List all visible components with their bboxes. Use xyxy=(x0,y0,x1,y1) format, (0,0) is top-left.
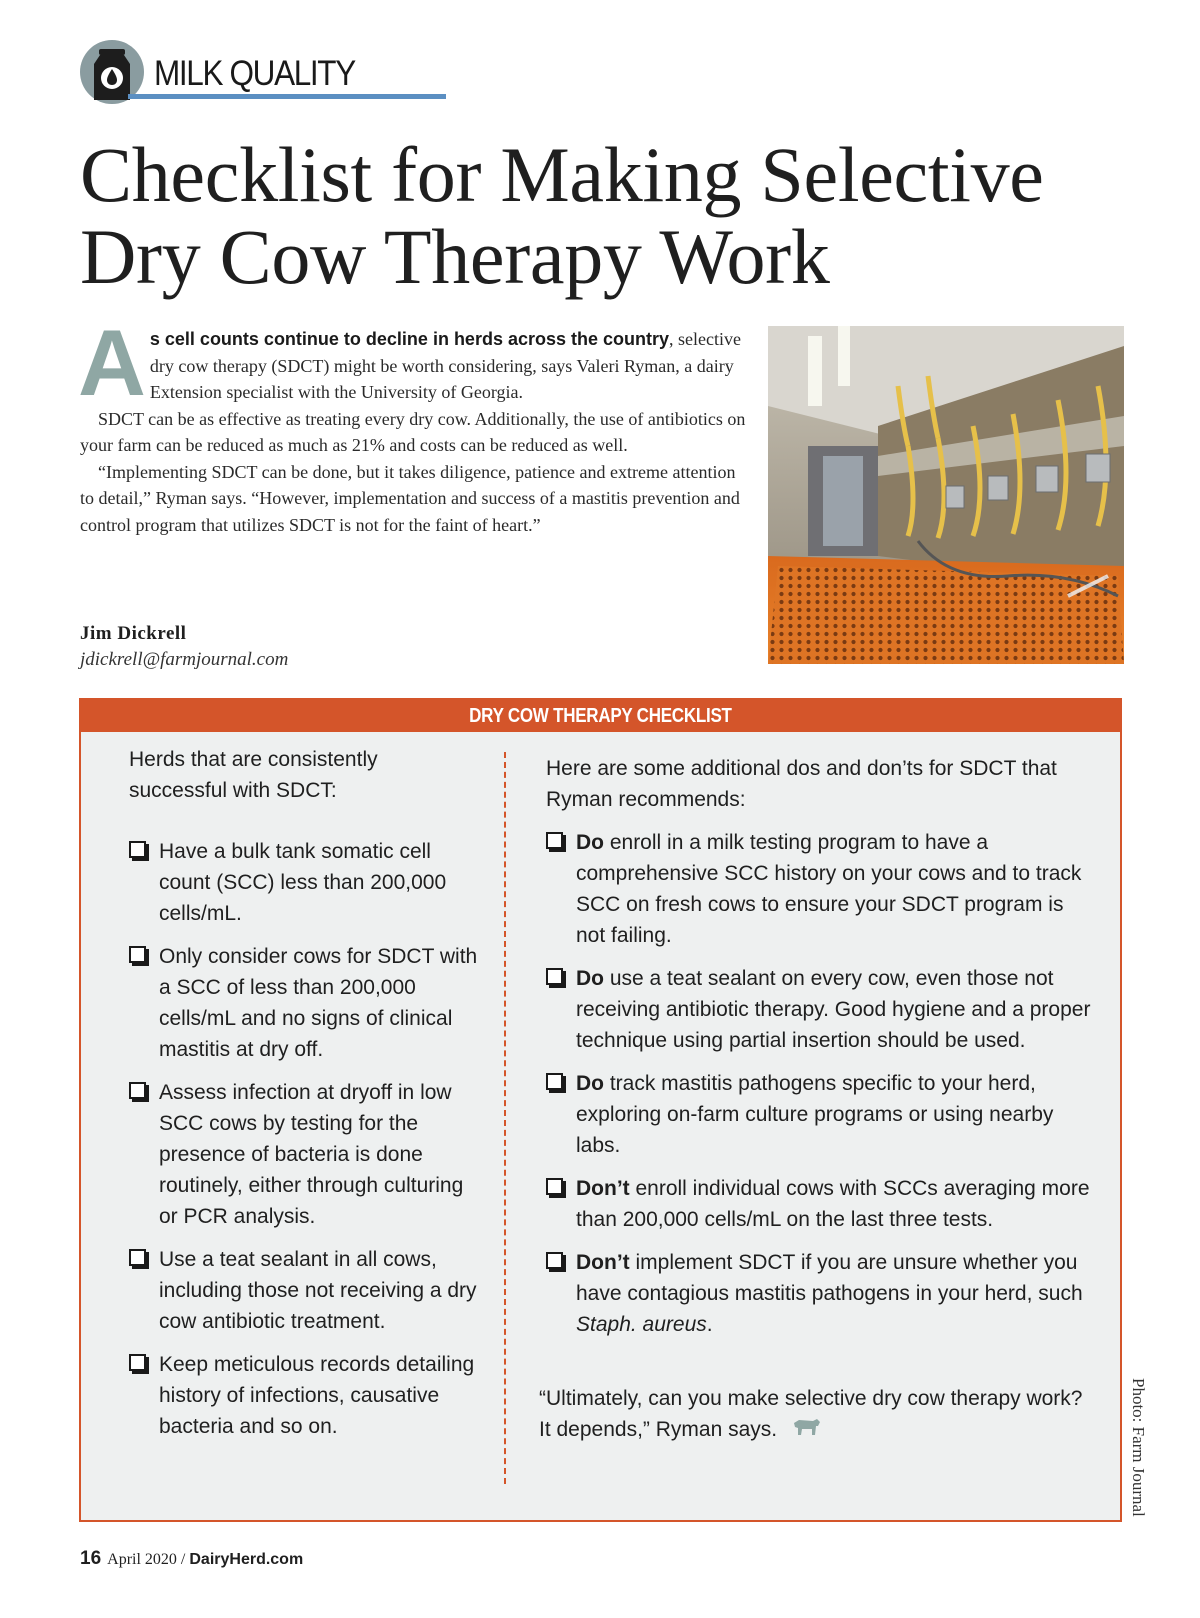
right-column xyxy=(546,753,1096,1352)
checklist-header xyxy=(81,700,1120,732)
list-item: Keep meticulous records detailing history of infections, causative bacteria and so on. xyxy=(129,1349,479,1442)
list-item: Don’t enroll individual cows with SCCs averaging more than 200,000 cells/mL on the last three tests. xyxy=(546,1173,1096,1235)
list-item: Do enroll in a milk testing program to have a comprehensive SCC history on your cows and to track SCC on fresh cows to ensure your SDCT program is not failing. xyxy=(546,827,1096,951)
section-label: MILK QUALITY xyxy=(154,54,355,93)
paragraph-1: selective dry cow therapy (SDCT) might be worth considering, says Valeri Ryman, a dairy Extension specialist with the University of Georgia. xyxy=(149,329,741,402)
checklist-box xyxy=(79,698,1122,1522)
title-line-2: Dry Cow Therapy Work xyxy=(80,213,830,300)
checkbox-icon xyxy=(546,832,563,849)
article-intro xyxy=(78,310,752,538)
page-number: 16 xyxy=(80,1548,102,1569)
checkbox-icon xyxy=(129,841,146,858)
section-underline xyxy=(128,94,446,99)
article-title xyxy=(80,131,1140,300)
site-name: DairyHerd.com xyxy=(189,1551,304,1568)
title-line-1: Checklist for Making Selective xyxy=(80,131,1044,218)
author-name: Jim Dickrell xyxy=(80,623,187,644)
right-checklist xyxy=(546,827,1096,1340)
checkbox-icon xyxy=(129,1249,146,1266)
paragraph-3: “Implementing SDCT can be done, but it takes diligence, patience and extreme attention to detail,” Ryman says. “However, implementation and success of a mastitis prevention and control program that utilizes SDCT is not for the faint of heart.” xyxy=(80,461,740,535)
section-header xyxy=(80,40,380,104)
drop-cap: A xyxy=(78,310,146,415)
list-item: Assess infection at dryoff in low SCC cows by testing for the presence of bacteria is done routinely, either through culturing or PCR analysis. xyxy=(129,1077,479,1232)
page-footer xyxy=(80,1548,303,1570)
issue-date: April 2020 / xyxy=(107,1551,190,1568)
lead-punctuation: , xyxy=(669,329,674,349)
column-divider xyxy=(504,752,506,1484)
list-item: Use a teat sealant in all cows, including those not receiving a dry cow antibiotic treatment. xyxy=(129,1244,479,1337)
right-intro: Here are some additional dos and don’ts for SDCT that Ryman recommends: xyxy=(546,757,1057,811)
checkbox-icon xyxy=(546,968,563,985)
list-item: Do track mastitis pathogens specific to your herd, exploring on-farm culture programs or using nearby labs. xyxy=(546,1068,1096,1161)
checklist-title: DRY COW THERAPY CHECKLIST xyxy=(469,705,732,727)
left-intro: Herds that are consistently successful with SDCT: xyxy=(129,748,378,802)
milking-parlor-photo xyxy=(768,326,1124,664)
left-checklist xyxy=(129,836,479,1442)
list-item: Have a bulk tank somatic cell count (SCC) less than 200,000 cells/mL. xyxy=(129,836,479,929)
checkbox-icon xyxy=(546,1073,563,1090)
paragraph-2: SDCT can be as effective as treating every dry cow. Additionally, the use of antibiotics on your farm can be reduced as much as 21% and costs can be reduced as well. xyxy=(80,408,746,455)
list-item: Only consider cows for SDCT with a SCC of less than 200,000 cells/mL and no signs of clinical mastitis at dry off. xyxy=(129,941,479,1065)
checkbox-icon xyxy=(546,1252,563,1269)
photo-credit: Photo: Farm Journal xyxy=(1129,1378,1148,1517)
cow-icon xyxy=(791,1415,821,1446)
checkbox-icon xyxy=(546,1178,563,1195)
author-email: jdickrell@farmjournal.com xyxy=(80,649,289,670)
checkbox-icon xyxy=(129,1354,146,1371)
checkbox-icon xyxy=(129,1082,146,1099)
lead-in: s cell counts continue to decline in herds across the country xyxy=(149,329,670,349)
checkbox-icon xyxy=(129,946,146,963)
list-item: Do use a teat sealant on every cow, even those not receiving antibiotic therapy. Good hygiene and a proper technique using partial insertion should be used. xyxy=(546,963,1096,1056)
list-item: Don’t implement SDCT if you are unsure whether you have contagious mastitis pathogens in your herd, such Staph. aureus. xyxy=(546,1247,1096,1340)
closing-quote: “Ultimately, can you make selective dry cow therapy work? It depends,” Ryman says. xyxy=(539,1383,1099,1446)
left-column xyxy=(129,744,479,1454)
byline xyxy=(80,621,288,673)
